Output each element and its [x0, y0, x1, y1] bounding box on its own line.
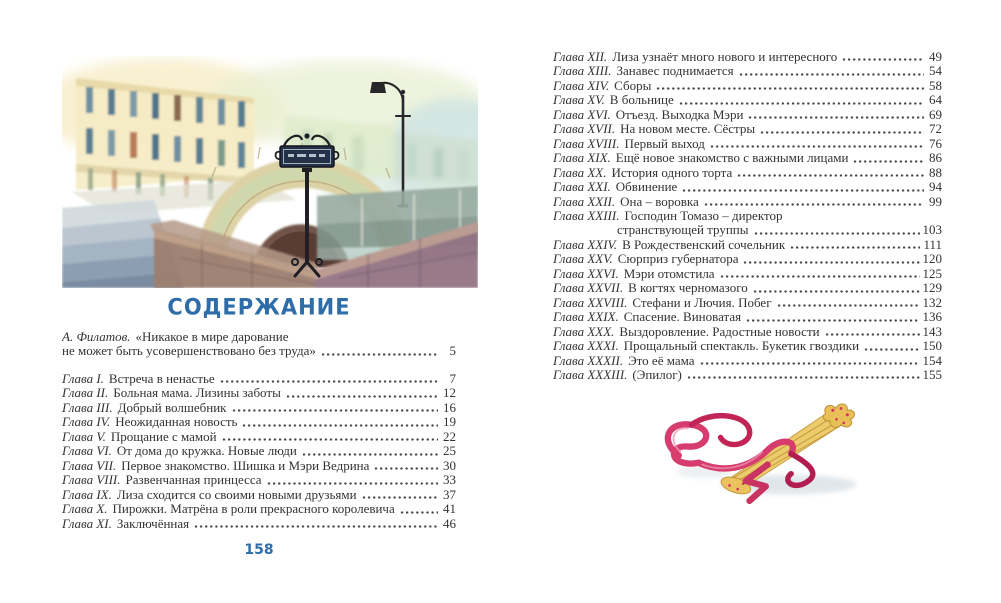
- toc-entry-title: Прощание с мамой: [110, 429, 217, 444]
- toc-entry-title: Отъезд. Выходка Мэри: [615, 107, 744, 122]
- toc-entry-label: Глава II.: [62, 386, 109, 401]
- dot-leader: [760, 130, 924, 135]
- toc-entry-title: От дома до кружка. Новые люди: [116, 444, 297, 459]
- page-number: 132: [922, 295, 942, 310]
- toc-entry-label: Глава XXXIII.: [553, 367, 628, 382]
- page-number: 111: [923, 237, 942, 252]
- dot-leader: [704, 202, 924, 207]
- page-number: 69: [929, 107, 942, 122]
- dot-leader: [242, 423, 438, 428]
- toc-entry: [553, 325, 942, 339]
- toc-entry-title: странствующей труппы: [617, 223, 749, 238]
- page-number: 49: [929, 50, 942, 64]
- toc-entry-title: Лиза узнаёт много нового и интересного: [612, 50, 838, 64]
- toc-entry: [553, 137, 942, 151]
- preface-entry-block: [62, 330, 456, 359]
- toc-entry-label: Глава VI.: [62, 444, 112, 459]
- toc-entry-label: Глава XXX.: [553, 324, 615, 339]
- dot-leader: [864, 347, 919, 352]
- toc-entry: [553, 79, 942, 93]
- page-number: 136: [922, 310, 942, 325]
- toc-entry: [553, 281, 942, 295]
- toc-entry-title: Спасение. Виноватая: [623, 310, 742, 325]
- toc-entry-label: Глава XVII.: [553, 122, 616, 137]
- page-number: 16: [443, 400, 456, 415]
- toc-entry-title: В Рождественский сочельник: [622, 237, 786, 252]
- dot-leader: [743, 260, 919, 265]
- toc-entry-label: Глава III.: [62, 400, 113, 415]
- toc-entry-title: Первое знакомство. Шишка и Мэри Ведрина: [121, 458, 370, 473]
- dot-leader: [842, 57, 924, 62]
- toc-entry-label: Глава XII.: [553, 50, 608, 64]
- toc-entry-label: Глава XIV.: [553, 78, 610, 93]
- toc-entry: [62, 430, 456, 444]
- toc-entry-title: Сборы: [614, 78, 652, 93]
- page-number: 88: [929, 165, 942, 180]
- toc-entry-label: А. Филатов.: [62, 330, 131, 344]
- toc-entry: [553, 238, 942, 252]
- toc-entry-title: Господин Томазо – директор: [624, 208, 783, 223]
- dot-leader: [737, 173, 924, 178]
- page-number: 46: [443, 516, 456, 531]
- toc-entry-label: Глава XI.: [62, 516, 112, 531]
- dot-leader: [790, 245, 920, 250]
- toc-entry-title: На новом месте. Сёстры: [620, 122, 756, 137]
- page-number: 22: [443, 429, 456, 444]
- toc-entry-title: не может быть усовершенствовано без труда»: [62, 344, 316, 359]
- page-number: 103: [922, 223, 942, 238]
- toc-entry-title: Стефани и Лючия. Побег: [632, 295, 772, 310]
- toc-entry-label: Глава X.: [62, 502, 108, 517]
- toc-entry: [553, 296, 942, 310]
- dot-leader: [679, 101, 924, 106]
- page-number: 155: [922, 367, 942, 382]
- dot-leader: [400, 510, 438, 515]
- toc-entry-label: Глава VII.: [62, 458, 117, 473]
- dot-leader: [853, 159, 924, 164]
- dot-leader: [220, 379, 438, 384]
- toc-entry: [62, 444, 456, 458]
- toc-entry-label: Глава XVIII.: [553, 136, 620, 151]
- page-number: 143: [922, 324, 942, 339]
- page-number: 154: [922, 353, 942, 368]
- toc-entry-label: Глава XV.: [553, 93, 605, 108]
- toc-entry: [553, 93, 942, 107]
- toc-entry-title: Пирожки. Матрёна в роли прекрасного королевича: [112, 502, 395, 517]
- toc-entry: [553, 50, 942, 64]
- dot-leader: [302, 452, 438, 457]
- page-number: 30: [443, 458, 456, 473]
- toc-entry: [553, 166, 942, 180]
- dot-leader: [682, 188, 924, 193]
- toc-entry-label: Глава XIII.: [553, 64, 612, 79]
- dot-leader: [656, 86, 924, 91]
- page-number: 12: [443, 386, 456, 401]
- toc-entry-title: Это её мама: [628, 353, 695, 368]
- toc-entry-wrap-line: [62, 344, 456, 358]
- toc-entry-label: Глава XX.: [553, 165, 607, 180]
- toc-entry-wrap-line: [553, 223, 942, 237]
- page-number: 58: [929, 78, 942, 93]
- dot-leader: [748, 115, 924, 120]
- toc-entry-label: Глава XVI.: [553, 107, 611, 122]
- contents-heading: СОДЕРЖАНИЕ: [167, 294, 351, 320]
- page-number: 99: [929, 194, 942, 209]
- toc-entry-title: Выздоровление. Радостные новости: [619, 324, 820, 339]
- page-number: 7: [449, 372, 456, 386]
- dot-leader: [321, 352, 438, 357]
- toc-entry-title: Прощальный спектакль. Букетик гвоздики: [623, 339, 860, 354]
- toc-entry-label: Глава XXVII.: [553, 281, 624, 296]
- toc-list-right: [553, 50, 942, 382]
- toc-entry-label: Глава XXVI.: [553, 266, 619, 281]
- toc-entry: [62, 401, 456, 415]
- toc-entry: [62, 386, 456, 400]
- toc-entry: [553, 339, 942, 353]
- dot-leader: [194, 524, 438, 529]
- toc-list-left: [62, 372, 456, 531]
- page-number: 64: [929, 93, 942, 108]
- toc-entry-title: Неожиданная новость: [115, 415, 238, 430]
- dot-leader: [777, 303, 920, 308]
- dot-leader: [267, 481, 438, 486]
- page-number: 120: [922, 252, 942, 267]
- page-number: 125: [922, 266, 942, 281]
- toc-entry-title: Лиза сходится со своими новыми друзьями: [116, 487, 357, 502]
- toc-entry: [553, 209, 942, 223]
- toc-entry-title: В больнице: [609, 93, 674, 108]
- toc-entry: [62, 459, 456, 473]
- toc-entry-label: Глава XXI.: [553, 180, 611, 195]
- dot-leader: [825, 332, 920, 337]
- dot-leader: [710, 144, 924, 149]
- dot-leader: [700, 361, 920, 366]
- toc-entry: [553, 151, 942, 165]
- dot-leader: [286, 394, 438, 399]
- toc-entry-label: Глава I.: [62, 372, 104, 386]
- toc-entry-title: Мэри отомстила: [623, 266, 715, 281]
- page-number: 5: [449, 344, 456, 359]
- toc-entry: [62, 330, 456, 344]
- toc-entry: [62, 372, 456, 386]
- dot-leader: [374, 466, 438, 471]
- toc-entry-label: Глава XXXII.: [553, 353, 624, 368]
- page-number: 33: [443, 473, 456, 488]
- page-number-folio: 158: [244, 542, 274, 558]
- page-number: 86: [929, 151, 942, 166]
- page-number: 37: [443, 487, 456, 502]
- toc-entry: [62, 517, 456, 531]
- toc-entry-title: «Никакое в мире дарование: [135, 330, 289, 344]
- toc-entry-label: Глава XIX.: [553, 151, 611, 166]
- toc-entry-title: Развенчанная принцесса: [125, 473, 262, 488]
- toc-entry-title: Встреча в ненастье: [108, 372, 215, 386]
- page-number: 25: [443, 444, 456, 459]
- toc-entry-title: (Эпилог): [632, 367, 682, 382]
- toc-entry: [62, 488, 456, 502]
- toc-entry: [553, 122, 942, 136]
- page-number: 54: [929, 64, 942, 79]
- dot-leader: [739, 72, 924, 77]
- toc-entry: [553, 354, 942, 368]
- toc-entry: [553, 108, 942, 122]
- toc-entry-label: Глава V.: [62, 429, 106, 444]
- toc-entry: [62, 502, 456, 516]
- toc-entry-title: Заключённая: [116, 516, 190, 531]
- page-number: 129: [922, 281, 942, 296]
- dot-leader: [746, 318, 919, 323]
- dot-leader: [222, 437, 438, 442]
- toc-entry-title: Занавес поднимается: [616, 64, 734, 79]
- dot-leader: [720, 274, 920, 279]
- page-number: 19: [443, 415, 456, 430]
- toc-entry-title: В когтях черномазого: [628, 281, 748, 296]
- toc-entry-label: Глава XXXI.: [553, 339, 619, 354]
- toc-entry-label: Глава VIII.: [62, 473, 121, 488]
- toc-entry-label: Глава XXIV.: [553, 237, 618, 252]
- dot-leader: [753, 289, 920, 294]
- toc-entry-title: Обвинение: [615, 180, 678, 195]
- toc-entry: [553, 64, 942, 78]
- toc-entry-label: Глава XXII.: [553, 194, 616, 209]
- toc-entry: [553, 180, 942, 194]
- toc-entry-label: Глава XXVIII.: [553, 295, 628, 310]
- toc-entry: [553, 267, 942, 281]
- dot-leader: [754, 231, 920, 236]
- toc-entry: [62, 473, 456, 487]
- page-number: 76: [929, 136, 942, 151]
- ribbon-bouquet-illustration: [648, 399, 870, 513]
- dot-leader: [362, 495, 438, 500]
- page-number: 41: [443, 502, 456, 517]
- toc-entry-title: Больная мама. Лизины заботы: [113, 386, 281, 401]
- page-number: 94: [929, 180, 942, 195]
- toc-entry-title: Сюрприз губернатора: [617, 252, 739, 267]
- toc-entry-label: Глава IV.: [62, 415, 111, 430]
- dot-leader: [687, 375, 920, 380]
- toc-entry-label: Глава XXV.: [553, 252, 613, 267]
- embankment-bridge-illustration: [62, 56, 478, 288]
- toc-entry: [553, 310, 942, 324]
- toc-entry: [553, 195, 942, 209]
- toc-entry-title: Она – воровка: [620, 194, 699, 209]
- page-number: 72: [929, 122, 942, 137]
- toc-entry-label: Глава XXIX.: [553, 310, 619, 325]
- toc-entry: [553, 252, 942, 266]
- toc-entry-label: Глава XXIII.: [553, 208, 620, 223]
- toc-entry-title: Первый выход: [624, 136, 705, 151]
- toc-entry: [553, 368, 942, 382]
- toc-entry-title: Добрый волшебник: [117, 400, 227, 415]
- page-number: 150: [922, 339, 942, 354]
- toc-entry-title: Ещё новое знакомство с важными лицами: [615, 151, 849, 166]
- dot-leader: [232, 408, 439, 413]
- toc-entry: [62, 415, 456, 429]
- toc-entry-label: Глава IX.: [62, 487, 112, 502]
- toc-entry-title: История одного торта: [611, 165, 733, 180]
